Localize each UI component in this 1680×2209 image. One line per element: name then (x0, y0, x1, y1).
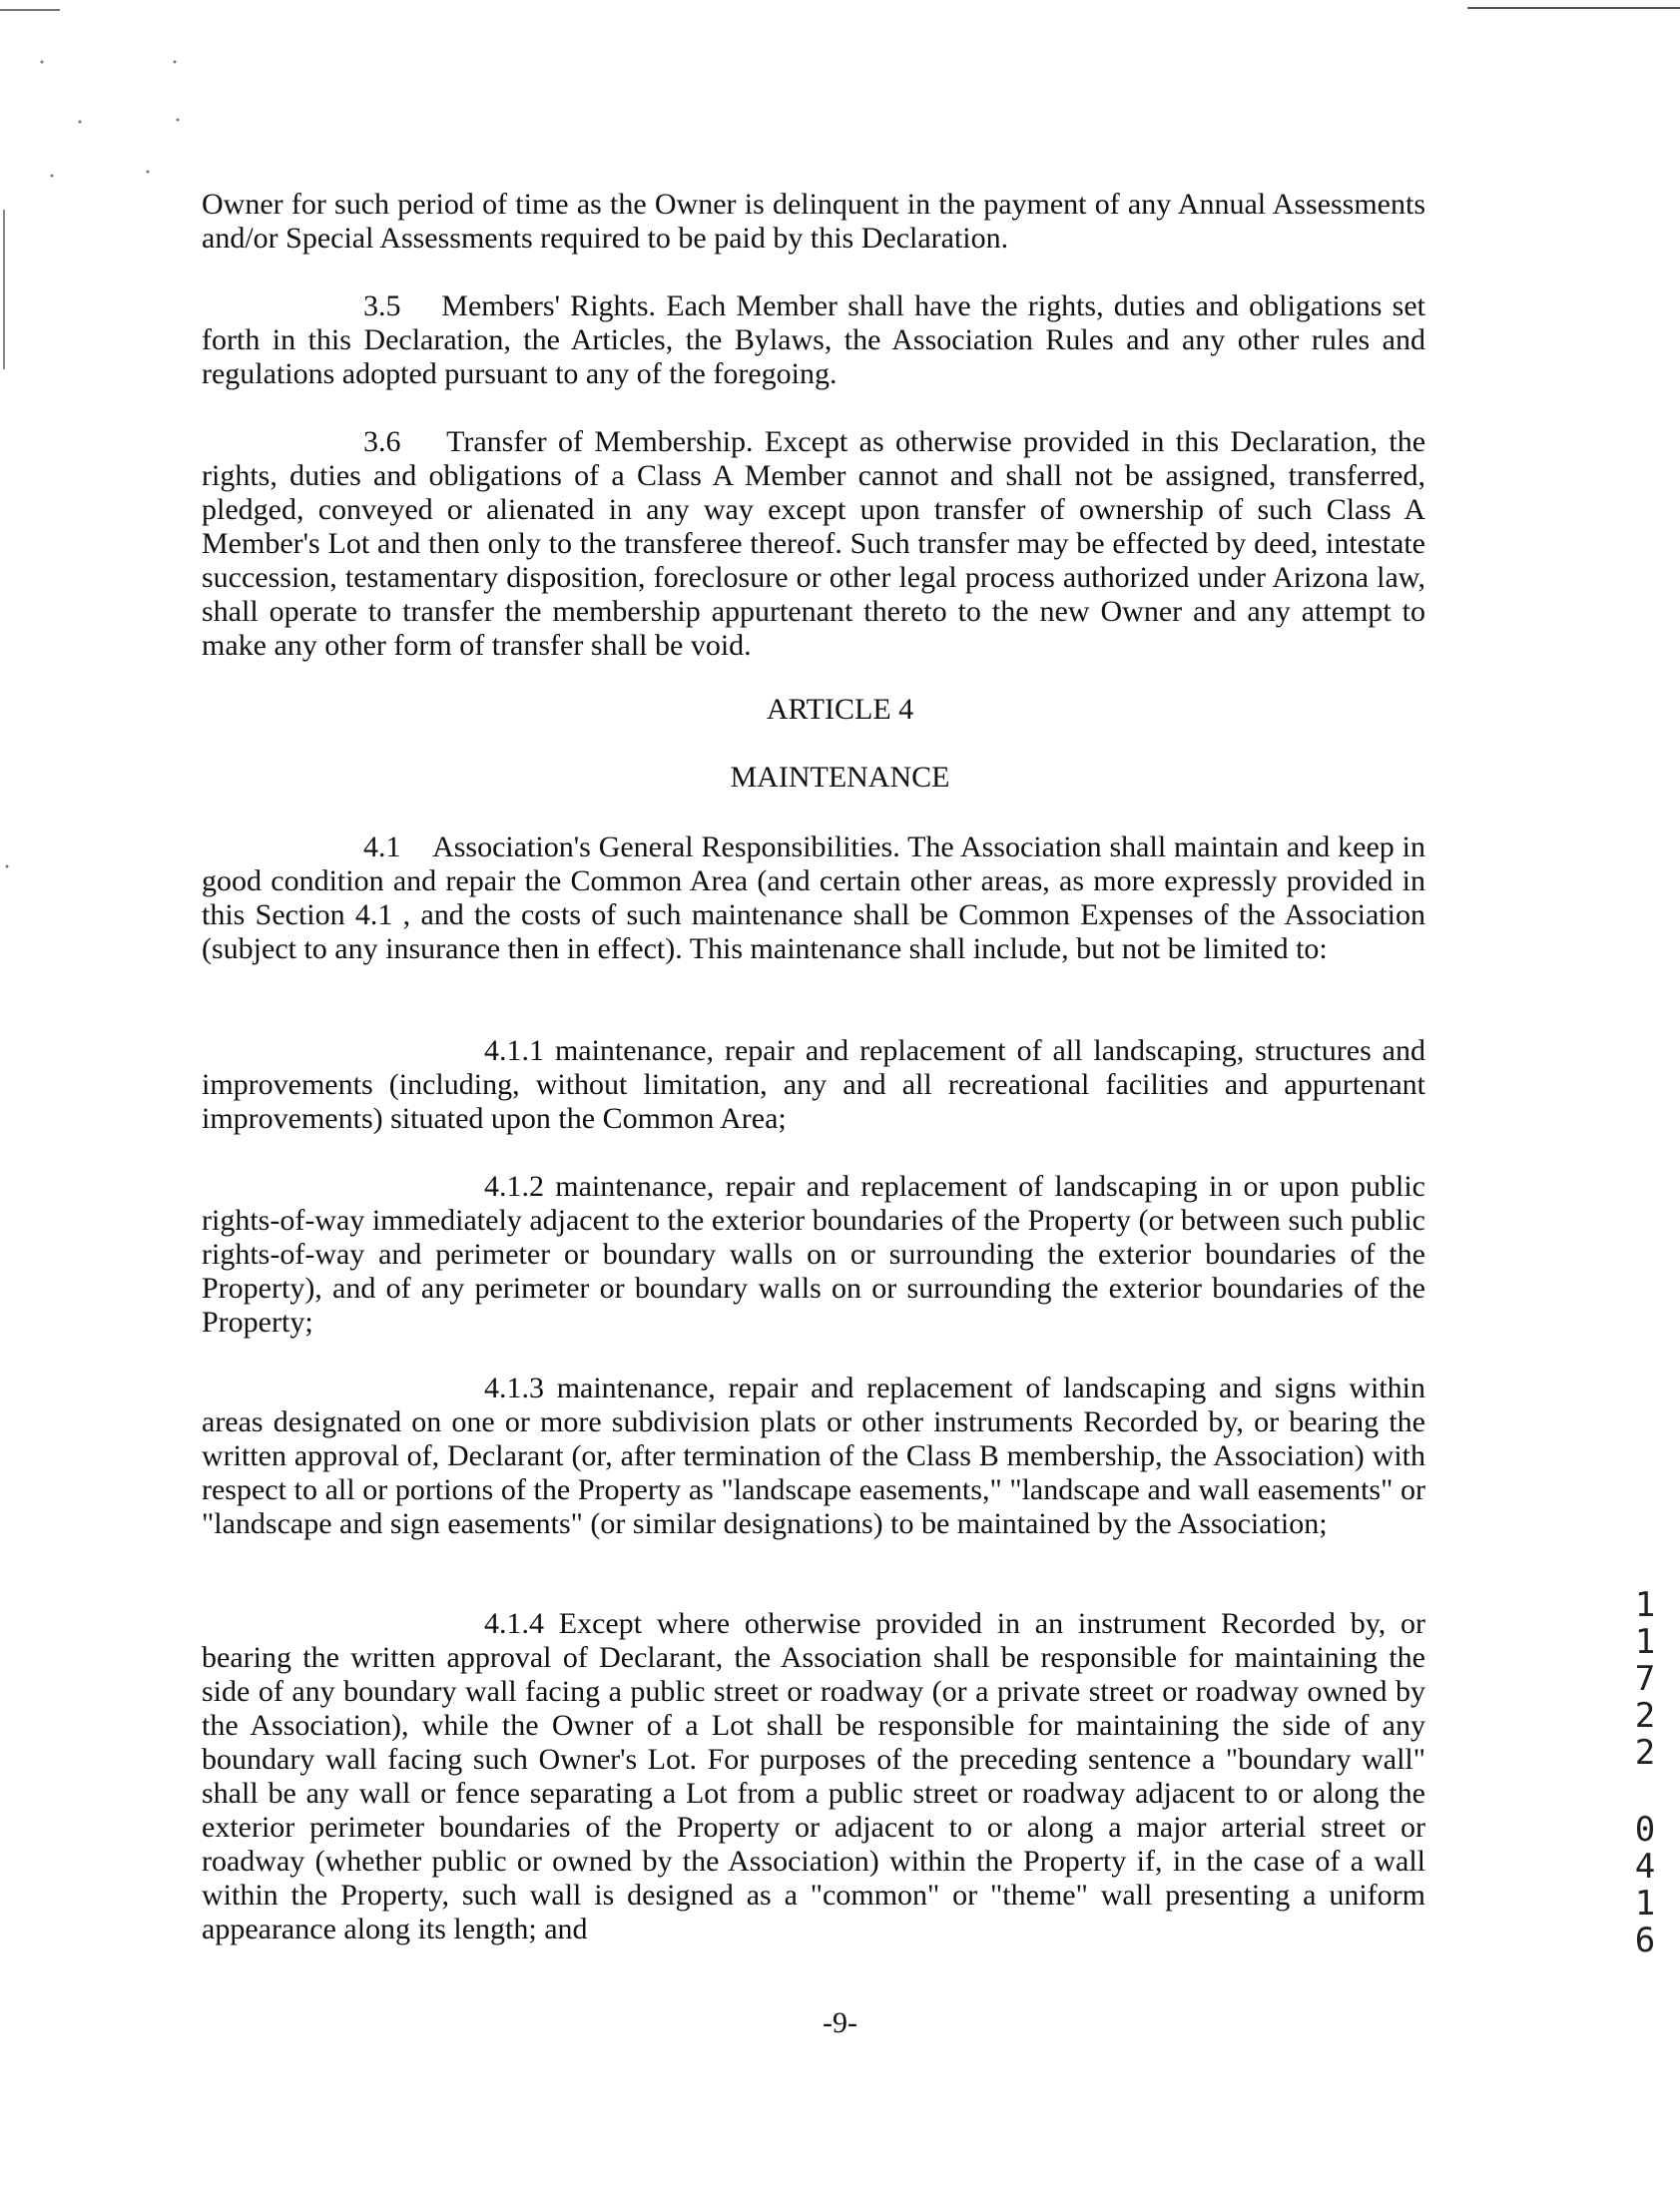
stamp-digit: 1 (1634, 1622, 1656, 1662)
subsection-4-1-4 (202, 1607, 1425, 1946)
stamp-digit: 2 (1634, 1696, 1656, 1736)
section-4-1 (202, 830, 1425, 966)
scan-dot (41, 61, 44, 64)
subsection-text: maintenance, repair and replacement of all landscaping, structures and improvements (including, without limitation, any and all recreational facilities and appurtenant improvements) situated upon the Common Area; (202, 1034, 1425, 1135)
subsection-text: maintenance, repair and replacement of landscaping and signs within areas designated on one or more subdivision plats or other instruments Recorded by, or bearing the written approval of, Declarant (or, after termination of the Class B membership, the Association) with respect to all or portions of the Property as "landscape easements," "landscape and wall easements" or "landscape and sign easements" (or similar designations) to be maintained by the Association; (202, 1372, 1425, 1540)
article-label: ARTICLE 4 (766, 693, 914, 726)
paragraph-text: Owner for such period of time as the Owner is delinquent in the payment of any Annual Assessments and/or Special Assessments required to be paid by this Declaration. (202, 188, 1425, 255)
scan-dot (174, 61, 177, 64)
subsection-4-1-2 (202, 1170, 1425, 1340)
scan-dot (147, 171, 150, 174)
subsection-text: Except where otherwise provided in an instrument Recorded by, or bearing the written approval of Declarant, the Association shall be responsible for maintaining the side of any boundary wall facing a public street or roadway (or a private street or roadway owned by the Association), while the Owner of a Lot shall be responsible for maintaining the side of any boundary wall facing such Owner's Lot. For purposes of the preceding sentence a "boundary wall" shall be any wall or fence separating a Lot from a public street or roadway adjacent to or along the exterior perimeter boundaries of the Property or adjacent to or along a major arterial street or roadway (whether public or owned by the Association) within the Property if, in the case of a wall within the Property, such wall is designed as a "common" or "theme" wall presenting a uniform appearance along its length; and (202, 1607, 1426, 1945)
subsection-text: maintenance, repair and replacement of landscaping in or upon public rights-of-way immediately adjacent to the exterior boundaries of the Property (or between such public rights-of-way and perimeter or boundary walls on or surrounding the exterior boundaries of the Property), and of any perimeter or boundary walls on or surrounding the exterior boundaries of the Property; (202, 1170, 1425, 1339)
section-3-6 (202, 425, 1425, 663)
section-text: Except as otherwise provided in this Declaration, the rights, duties and obligations of a Class A Member cannot and shall not be assigned, transferred, pledged, conveyed or alienated in any way except upon transfer of ownership of such Class A Member's Lot and then only to the transferee thereof. Such transfer may be effected by deed, intestate succession, testamentary disposition, foreclosure or other legal process authorized under Arizona law, shall operate to transfer the membership appurtenant thereto to the new Owner and any attempt to make any other form of transfer shall be void. (202, 425, 1426, 662)
recording-stamp (1625, 1587, 1665, 1959)
stamp-digit: 2 (1634, 1733, 1656, 1773)
subsection-4-1-3 (202, 1372, 1425, 1541)
subsection-4-1-1 (202, 1034, 1425, 1136)
article-title: MAINTENANCE (730, 761, 950, 794)
section-heading: Association's General Responsibilities. (432, 830, 900, 863)
stamp-digit: 0 (1634, 1810, 1656, 1850)
section-number: 3.5 (363, 289, 401, 322)
scan-dot (79, 121, 82, 124)
subsection-number: 4.1.3 (484, 1372, 544, 1404)
scan-dot (6, 865, 9, 868)
section-3-5 (202, 289, 1425, 391)
subsection-number: 4.1.2 (484, 1170, 544, 1203)
subsection-number: 4.1.4 (484, 1607, 544, 1640)
stamp-digit: 1 (1634, 1585, 1656, 1625)
section-number: 3.6 (363, 425, 401, 458)
section-text: Each Member shall have the rights, duties and obligations set forth in this Declaration, the Articles, the Bylaws, the Association Rules and any other rules and regulations adopted pursuant to any of the foregoing. (202, 289, 1425, 390)
section-number: 4.1 (363, 830, 401, 863)
stamp-digit: 1 (1634, 1884, 1656, 1924)
page-number: -9- (823, 2006, 857, 2039)
stamp-digit: 4 (1634, 1847, 1656, 1887)
stamp-digit: 6 (1634, 1921, 1656, 1960)
scan-dot (51, 175, 54, 178)
section-text: The Association shall maintain and keep in good condition and repair the Common Area (and certain other areas, as more expressly provided in this Section 4.1 , and the costs of such maintenance shall be Common Expenses of the Association (subject to any insurance then in effect). This maintenance shall include, but not be limited to: (202, 830, 1425, 965)
paragraph-owner-delinquent (202, 188, 1425, 256)
scan-dot (177, 119, 180, 122)
section-heading: Transfer of Membership. (446, 425, 754, 458)
stamp-digit: 7 (1634, 1659, 1656, 1699)
subsection-number: 4.1.1 (484, 1034, 544, 1067)
section-heading: Members' Rights. (441, 289, 657, 322)
